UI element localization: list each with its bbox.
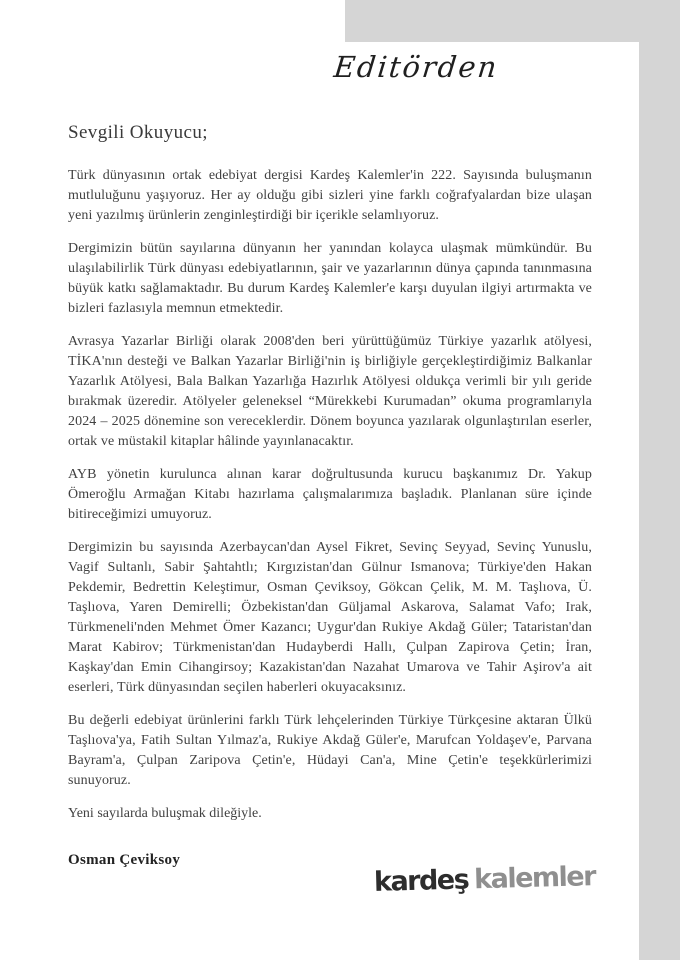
closing-line: Yeni sayılarda buluşmak dileğiyle. (68, 806, 262, 821)
greeting-line: Sevgili Okuyucu; (68, 122, 208, 143)
paragraph-2: Dergimizin bütün sayılarına dünyanın her yanından kolayca ulaşmak mümkündür. Bu ulaşılabilirlik Türk dünyası edebiyatlarının, şair ve yazarlarının dünya çapında tanınmasına büyük katkı sağlamaktadır. Bu durum Kardeş Kalemler'e karşı duyulan ilgiyi artırmakta ve bizleri fazlasıyla memnun etmektedir. (68, 241, 592, 316)
top-accent-band (345, 0, 680, 42)
magazine-logo (374, 861, 596, 898)
logo-word-kalemler: kalemler (473, 861, 596, 896)
paragraph-6: Bu değerli edebiyat ürünlerini farklı Türk lehçelerinden Türkiye Türkçesine aktaran Ülkü Taşlıova'ya, Fatih Sultan Yılmaz'a, Rukiye Akdağ Güler'e, Marufcan Yoldaşev'e, Parvana Bayram'a, Çulpan Zaripova Çetin'e, Hüdayi Can'a, Mine Çetin'e teşekkürlerimizi sunuyoruz. (68, 713, 592, 788)
paragraph-4: AYB yönetin kurulunca alınan karar doğrultusunda kurucu başkanımız Dr. Yakup Ömeroğlu Armağan Kitabı hazırlama çalışmalarımıza başladık. Planlanan süre içinde bitireceğimizi umuyoruz. (68, 467, 592, 522)
section-title-editorden: Editörden (332, 50, 501, 84)
paragraph-5: Dergimizin bu sayısında Azerbaycan'dan Aysel Fikret, Sevinç Seyyad, Sevinç Yunuslu, Vagif Sultanlı, Sabir Şahtahtlı; Kırgızistan'dan Gülnur Ismanova; Türkiye'den Hakan Pekdemir, Bedrettin Keleştimur, Osman Çeviksoy, Gökcan Çelik, M. M. Taşlıova, Ü. Taşlıova, Yaren Demirelli; Özbekistan'dan Güljamal Askarova, Salamat Vafo; Irak, Türkmeneli'nden Mehmet Ömer Kazancı; Uygur'dan Rukiye Akdağ Güler; Tataristan'dan Marat Kabirov; Türkmenistan'dan Hudayberdi Hallı, Çulpan Zapirova Çetin; İran, Kaşkay'dan Emin Cihangirsoy; Kazakistan'dan Nazahat Umarova ve Tahir Aşirov'a ait eserleri, Türk dünyasından seçilen haberleri okuyacaksınız. (68, 540, 592, 695)
editorial-body (68, 122, 592, 824)
paragraph-1: Türk dünyasının ortak edebiyat dergisi Kardeş Kalemler'in 222. Sayısında buluşmanın mutluluğunu yaşıyoruz. Her ay olduğu gibi sizleri yine farklı coğrafyalardan bize ulaşan yeni yazılmış ürünlerin zenginleştirdiği bir içerikle selamlıyoruz. (68, 168, 592, 223)
right-accent-strip (639, 0, 680, 960)
author-signature: Osman Çeviksoy (68, 852, 181, 868)
logo-word-kardes: kardeş (373, 864, 469, 898)
paragraph-3: Avrasya Yazarlar Birliği olarak 2008'den beri yürüttüğümüz Türkiye yazarlık atölyesi, TİKA'nın desteği ve Balkan Yazarlar Birliği'nin iş birliğiyle gerçekleştirdiğimiz Balkanlar Yazarlık Atölyesi, Bala Balkan Yazarlığa Hazırlık Atölyesi oldukça verimli bir yılı geride bırakmak üzeredir. Atölyeler geleneksel “Mürekkebi Kurumadan” okuma programlarıyla 2024 – 2025 dönemine son vereceklerdir. Dönem boyunca yazılarak olgunlaştırılan eserler, ortak ve müstakil kitaplar hâlinde yayınlanacaktır. (68, 334, 592, 449)
